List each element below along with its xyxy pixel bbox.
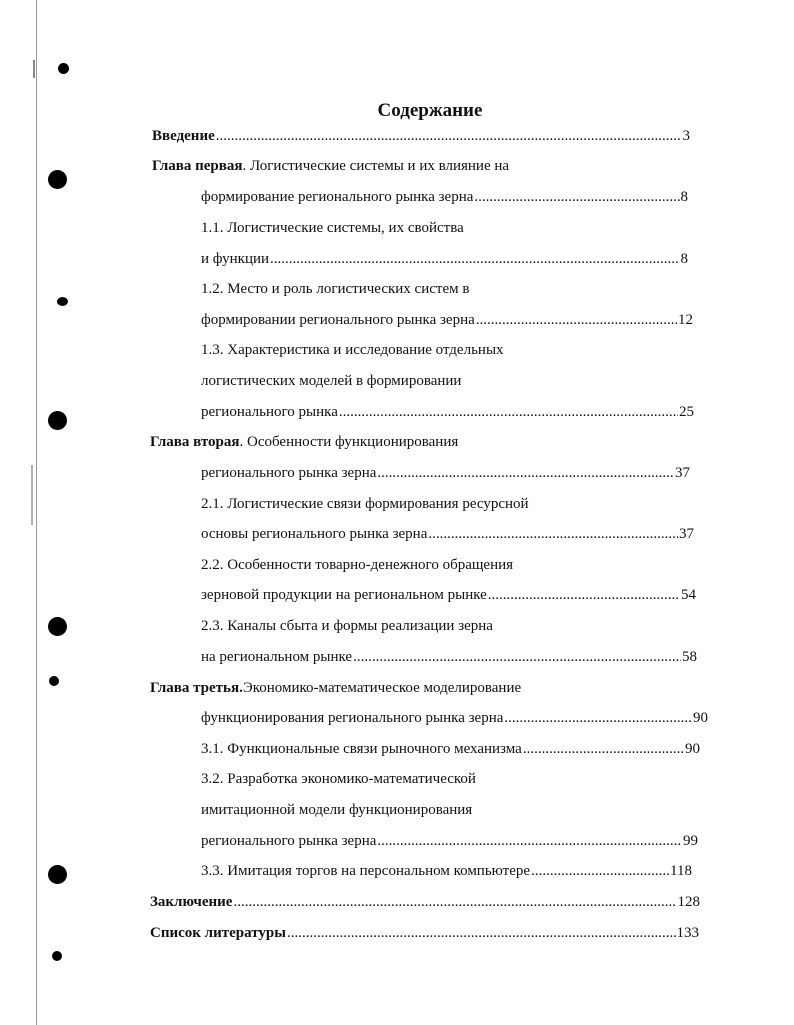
toc-page-number: 90 [693,710,708,726]
toc-page-number: 37 [675,465,690,481]
toc-label: и функции [201,251,270,267]
toc-page-number: 90 [685,741,700,757]
toc-label: 3.1. Функциональные связи рыночного механизма [201,741,522,757]
toc-label: Заключение [150,894,233,910]
toc-leader [287,922,676,944]
toc-page-number: 58 [682,649,697,665]
toc-page-number: 8 [680,251,688,267]
toc-chapter-label: Глава вторая [150,434,240,450]
toc-label: 3.2. Разработка экономико-математической [201,771,476,787]
toc-entry-section-2-3 [201,646,697,668]
toc-leader [377,830,682,852]
toc-label: Список литературы [150,925,286,941]
toc-label: 2.3. Каналы сбыта и формы реализации зерна [201,618,493,634]
toc-entry-section-3-2 [201,830,698,852]
toc-section-2-1-line1 [201,493,529,515]
toc-entry-section-1-2 [201,309,693,331]
toc-entry-section-1-1 [201,248,688,270]
toc-page-number: 12 [678,312,693,328]
toc-entry-conclusion [150,891,700,913]
toc-label: 2.2. Особенности товарно-денежного обращения [201,557,514,573]
toc-page-number: 3 [682,128,690,144]
toc-label: имитационной модели функционирования [201,802,473,818]
toc-label: регионального рынка зерна [201,465,377,481]
toc-leader [504,707,692,729]
toc-page-number: 133 [676,925,699,941]
toc-label: регионального рынка [201,404,338,420]
toc-chapter-title: . Особенности функционирования [239,434,459,450]
toc-chapter-title: . Логистические системы и их влияние на [242,158,510,174]
toc-label: 1.3. Характеристика и исследование отдельных [201,342,504,358]
page-title: Содержание [377,99,483,121]
toc-page-number: 128 [677,894,700,910]
toc-chapter-title: Экономико-математическое моделирование [242,680,522,696]
toc-label: 1.1. Логистические системы, их свойства [201,220,464,236]
toc-entry-section-2-1 [201,523,694,545]
toc-leader [428,523,678,545]
toc-section-1-3-line1 [201,339,504,361]
toc-entry-section-3-1 [201,738,700,760]
toc-leader [216,125,682,147]
toc-entry-chapter-2 [201,462,690,484]
toc-page-number: 54 [681,587,696,603]
toc-page-number: 99 [683,833,698,849]
toc-chapter-1-heading [152,155,509,177]
toc-section-2-2-line1 [201,554,513,576]
toc-entry-section-3-3 [201,860,692,882]
toc-chapter-label: Глава третья. [150,680,243,696]
toc-label: функционирования регионального рынка зерна [201,710,504,726]
toc-label: 3.3. Имитация торгов на персональном компьютере [201,863,531,879]
toc-label: формирование регионального рынка зерна [201,189,474,205]
toc-section-2-3-line1 [201,615,493,637]
toc-leader [233,891,676,913]
toc-chapter-3-heading [150,677,521,699]
toc-leader [474,186,679,208]
toc-label: Введение [152,128,215,144]
toc-label: логистических моделей в формировании [201,373,462,389]
toc-leader [523,738,684,760]
toc-page-number: 25 [679,404,694,420]
toc-label: 2.1. Логистические связи формирования ресурсной [201,496,529,512]
toc-label: 1.2. Место и роль логистических систем в [201,281,470,297]
toc-chapter-label: Глава первая [152,158,243,174]
toc-page-number: 118 [670,863,692,879]
toc-section-1-3-line2 [201,370,461,392]
toc-entry-section-1-3 [201,401,694,423]
toc-page-number: 8 [680,189,688,205]
toc-label: на региональном рынке [201,649,353,665]
toc-section-1-1-line1 [201,217,464,239]
toc-section-3-2-line2 [201,799,472,821]
toc-label: формировании регионального рынка зерна [201,312,475,328]
toc-leader [476,309,677,331]
toc-leader [270,248,679,270]
toc-entry-chapter-3 [201,707,708,729]
toc-label: регионального рынка зерна [201,833,377,849]
toc-leader [339,401,678,423]
toc-leader [488,584,680,606]
toc-label: зерновой продукции на региональном рынке [201,587,487,603]
toc-label: основы регионального рынка зерна [201,526,428,542]
toc-entry-section-2-2 [201,584,696,606]
toc-chapter-2-heading [150,431,458,453]
toc-section-1-2-line1 [201,278,469,300]
toc-entry-references [150,922,699,944]
toc-leader [531,860,669,882]
toc-leader [377,462,674,484]
toc-entry-chapter-1 [201,186,688,208]
toc-page-number: 37 [679,526,694,542]
toc-section-3-2-line1 [201,768,476,790]
toc-leader [353,646,681,668]
toc-entry-intro [152,125,690,147]
